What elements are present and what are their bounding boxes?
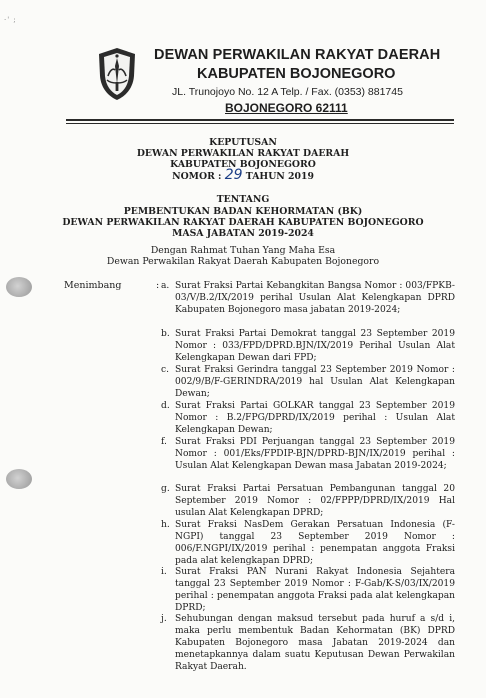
item-text: Surat Fraksi PDI Perjuangan tanggal 23 September 2019 Nomor : 001/Eks/FPDIP-BJN/DPRD-BJN/IX/2019 perihal : Usulan Alat Kelengkapan Dewan masa Jabatan 2019-2024;: [175, 437, 455, 471]
decree-number-line: [0, 167, 486, 183]
item-marker: b.: [161, 329, 170, 339]
item-text: Surat Fraksi Partai Kebangkitan Bangsa Nomor : 003/FPKB-03/V/B.2/IX/2019 perihal Usulan Alat Kelengkapan DPRD Kabupaten Bojonegoro masa jabatan 2019-2024;: [175, 281, 455, 315]
item-marker: f.: [161, 437, 167, 447]
about-line-1: PEMBENTUKAN BADAN KEHORMATAN (BK): [123, 206, 363, 217]
decree-body: DEWAN PERWAKILAN RAKYAT DAERAH: [136, 148, 350, 159]
decree-title: KEPUTUSAN: [209, 137, 277, 148]
preamble-line-1: Dengan Rahmat Tuhan Yang Maha Esa: [150, 245, 336, 256]
considering-item-g: [161, 484, 455, 520]
letterhead-address: JL. Trunojoyo No. 12 A Telp. / Fax. (0353) 881745: [172, 86, 403, 98]
item-text: Surat Fraksi PAN Nurani Rakyat Indonesia Sejahtera tanggal 23 September 2019 Nomor : F-Gab/K-S/03/IX/2019 perihal : penempatan anggota Fraksi pada alat kelengkapan DPRD;: [175, 567, 455, 613]
punch-hole-top: [6, 277, 32, 297]
about-line-3: MASA JABATAN 2019-2024: [172, 228, 314, 239]
decree-number-handwritten: 29: [224, 167, 243, 183]
item-marker: i.: [161, 567, 167, 577]
considering-colon: :: [156, 280, 160, 291]
regency-seal-icon: [96, 46, 138, 102]
letterhead-region: KABUPATEN BOJONEGORO: [197, 66, 396, 82]
letterhead-institution: DEWAN PERWAKILAN RAKYAT DAERAH: [154, 47, 441, 63]
about-label: TENTANG: [216, 194, 270, 205]
considering-item-h: [161, 520, 455, 568]
letterhead-rule-thick: [66, 119, 454, 121]
item-marker: h.: [161, 520, 170, 530]
item-text: Sehubungan dengan maksud tersebut pada huruf a s/d i, maka perlu membentuk Badan Kehormatan (BK) DPRD Kabupaten Bojonegoro masa Jabatan 2019-2024 dan menetapkannya dalam suatu Keputusan Dewan Perwakilan Rakyat Daerah.: [175, 614, 455, 672]
item-text: Surat Fraksi Partai Demokrat tanggal 23 September 2019 Nomor : 033/FPD/DPRD.BJN/IX/2019 Perihal Usulan Alat Kelengkapan Dewan dari FPD;: [175, 329, 455, 363]
considering-item-a: [161, 281, 455, 317]
letterhead-rule-thin: [66, 123, 454, 124]
considering-label: Menimbang: [64, 280, 122, 291]
item-text: Surat Fraksi NasDem Gerakan Persatuan Indonesia (F-NGPI) tanggal 23 September 2019 Nomor : 006/F.NGPI/IX/2019 perihal : penempatan anggota Fraksi pada alat kelengkapan DPRD;: [175, 520, 455, 566]
item-marker: a.: [161, 281, 170, 291]
punch-hole-bottom: [6, 469, 32, 489]
item-text: Surat Fraksi Partai GOLKAR tanggal 23 September 2019 Nomor : B.2/FPG/DPRD/IX/2019 perihal : Usulan Alat Kelengkapan Dewan;: [175, 401, 455, 435]
item-marker: j.: [161, 614, 167, 624]
item-marker: g.: [161, 484, 170, 494]
considering-item-f: [161, 437, 455, 473]
considering-item-d: [161, 401, 455, 437]
considering-item-i: [161, 567, 455, 615]
considering-item-b: [161, 329, 455, 365]
item-marker: c.: [161, 365, 169, 375]
item-marker: d.: [161, 401, 170, 411]
considering-item-j: [161, 614, 455, 674]
about-line-2: DEWAN PERWAKILAN RAKYAT DAERAH KABUPATEN BOJONEGORO: [62, 217, 424, 228]
corner-scan-mark: ·' ;: [4, 16, 17, 24]
letterhead-city-code: BOJONEGORO 62111: [225, 101, 348, 115]
item-text: Surat Fraksi Partai Persatuan Pembangunan tanggal 20 September 2019 Nomor : 02/FPPP/DPRD/IX/2019 Hal usulan Alat Kelengkapan DPRD;: [175, 484, 455, 518]
decree-region: KABUPATEN BOJONEGORO: [170, 159, 316, 170]
item-text: Surat Fraksi Gerindra tanggal 23 September 2019 Nomor : 002/9/B/F-GERINDRA/2019 hal Usulan Alat Kelengkapan Dewan;: [175, 365, 455, 399]
preamble-line-2: Dewan Perwakilan Rakyat Daerah Kabupaten Bojonegoro: [106, 256, 380, 267]
decree-year: TAHUN 2019: [245, 171, 314, 182]
considering-item-c: [161, 365, 455, 401]
decree-number-label: NOMOR :: [172, 171, 222, 182]
